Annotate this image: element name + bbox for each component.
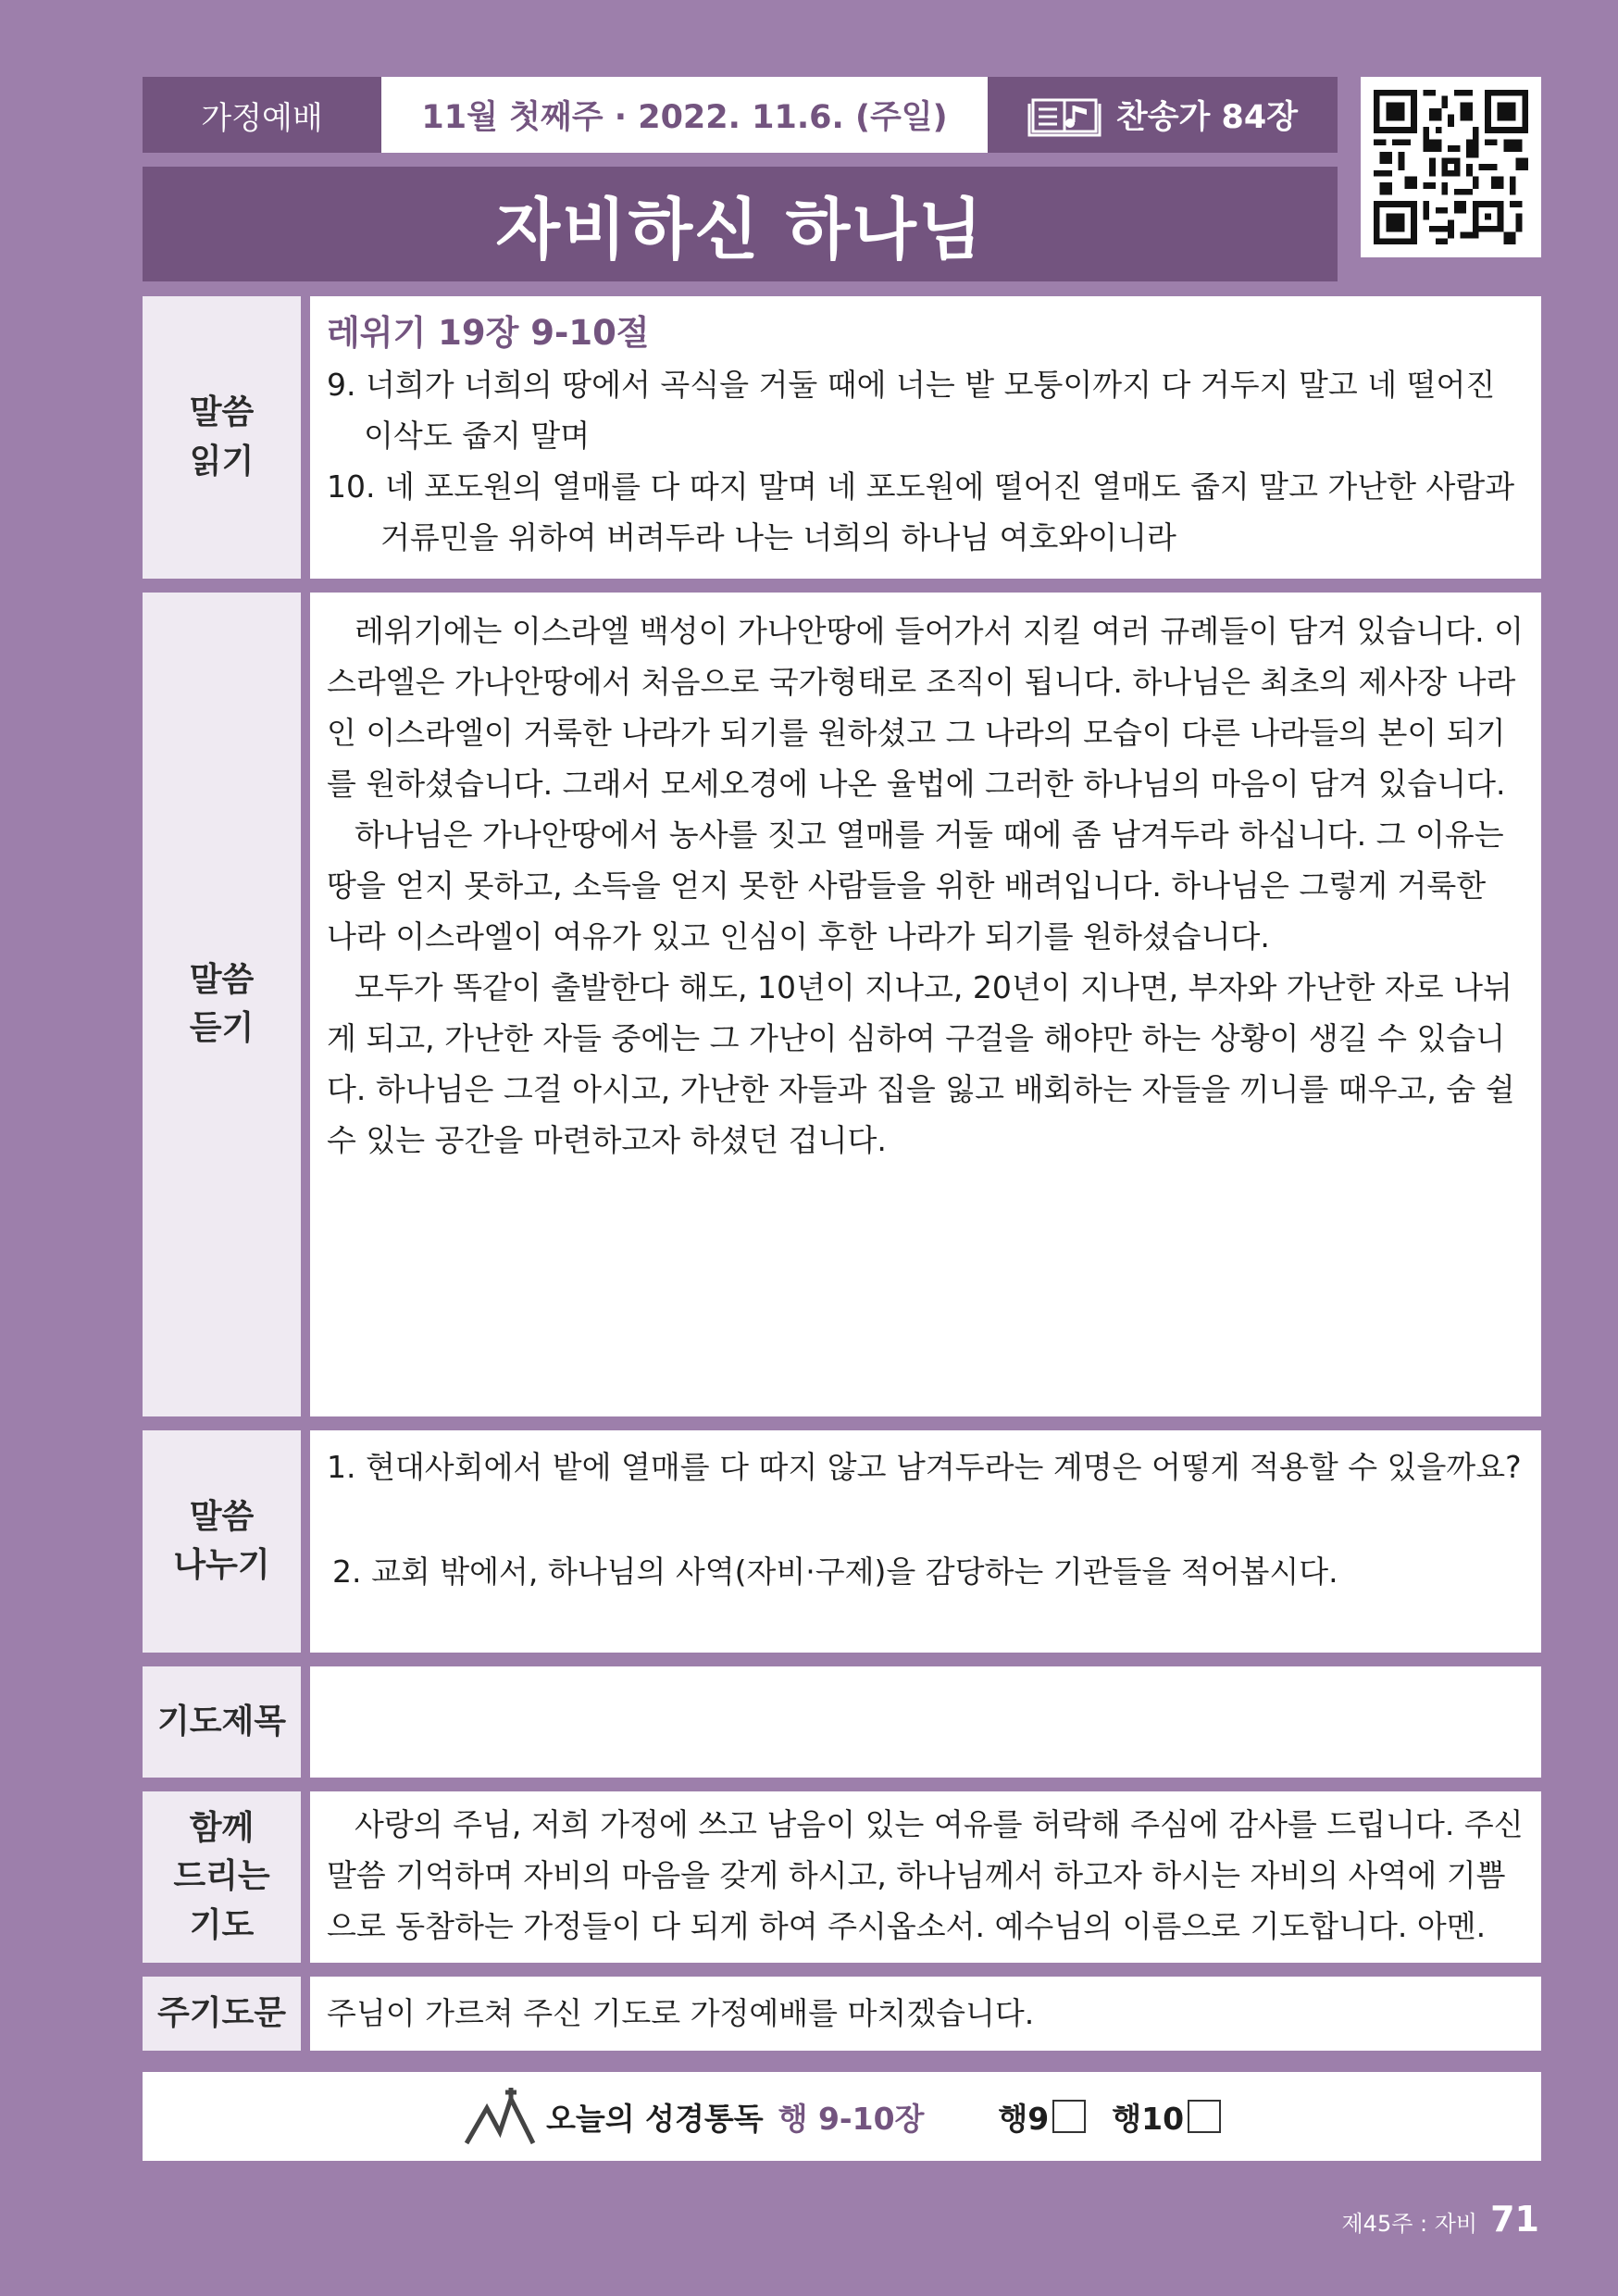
sharing-label bbox=[143, 1430, 301, 1653]
category-text: 가정예배 bbox=[201, 99, 323, 137]
discussion-question-1: 1. 현대사회에서 밭에 열매를 다 따지 않고 남겨두라는 계명은 어떻게 적용할 수 있을까요? bbox=[327, 1449, 1522, 1485]
hymn-banner bbox=[988, 77, 1338, 153]
checkbox-group bbox=[998, 2095, 1221, 2139]
page-title-text: 자비하신 하나님 bbox=[495, 191, 985, 268]
page-number: 71 bbox=[1490, 2199, 1539, 2240]
lords-prayer-label bbox=[143, 1977, 301, 2051]
prayer-label bbox=[143, 1791, 301, 1963]
footer-week: 제45주 : 자비 bbox=[1341, 2211, 1478, 2237]
sharing-label-line-2: 나누기 bbox=[173, 1546, 270, 1584]
sharing-box bbox=[310, 1430, 1541, 1653]
prayer-label-line-1: 함께 bbox=[189, 1809, 255, 1848]
sermon-paragraph-1: 레위기에는 이스라엘 백성이 가나안땅에 들어가서 지킬 여러 규례들이 담겨 있습니다. 이스라엘은 가나안땅에서 처음으로 국가형태로 조직이 됩니다. 하나님은 최초의 제사장 나라인 이스라엘이 거룩한 나라가 되기를 원하셨고 그 나라의 모습이 다른 나라들의 본이 되기를 원하셨습니다. 그래서 모세오경에 나온 율법에 그러한 하나님의 마음이 담겨 있습니다. bbox=[327, 613, 1524, 802]
bible-reading-label: 오늘의 성경통독 bbox=[545, 2100, 764, 2137]
listening-label-line-2: 듣기 bbox=[189, 1009, 255, 1047]
hymnal-icon bbox=[1027, 93, 1101, 137]
hymn-text: 찬송가 84장 bbox=[1115, 99, 1299, 136]
prayer-topic-label bbox=[143, 1666, 301, 1778]
lords-prayer-label-text: 주기도문 bbox=[156, 1993, 287, 2032]
prayer-label-line-3: 기도 bbox=[189, 1905, 255, 1944]
bible-reading-bar bbox=[143, 2072, 1541, 2161]
checkbox-1[interactable] bbox=[1052, 2100, 1086, 2133]
verse-9: 9. 너희가 너희의 땅에서 곡식을 거둘 때에 너는 밭 모퉁이까지 다 거두지 말고 네 떨어진 이삭도 줍지 말며 bbox=[327, 367, 1496, 454]
prayer-label-line-2: 드리는 bbox=[173, 1857, 270, 1896]
mountain-cross-icon bbox=[463, 2086, 537, 2147]
listening-box bbox=[310, 593, 1541, 1416]
prayer-topic-label-text: 기도제목 bbox=[156, 1702, 287, 1741]
reading-box bbox=[310, 296, 1541, 579]
lords-prayer-box bbox=[310, 1977, 1541, 2051]
date-text: 11월 첫째주 · 2022. 11.6. (주일) bbox=[421, 99, 948, 136]
verse-10: 10. 네 포도원의 열매를 다 따지 말며 네 포도원에 떨어진 열매도 줍지 말고 가난한 사람과 거류민을 위하여 버려두라 나는 너희의 하나님 여호와이니라 bbox=[327, 468, 1515, 555]
page-footer bbox=[1341, 2199, 1539, 2240]
reading-label-line-2: 읽기 bbox=[189, 442, 255, 480]
lords-prayer-text: 주님이 가르쳐 주신 기도로 가정예배를 마치겠습니다. bbox=[327, 1995, 1035, 2031]
bible-reading-range: 행 9-10장 bbox=[778, 2100, 925, 2137]
checkbox-label-2: 행10 bbox=[1112, 2100, 1185, 2137]
listening-label bbox=[143, 593, 301, 1416]
reading-label-line-1: 말씀 bbox=[189, 393, 255, 432]
checkbox-label-1: 행9 bbox=[998, 2100, 1050, 2137]
prayer-text: 사랑의 주님, 저희 가정에 쓰고 남음이 있는 여유를 허락해 주심에 감사를 드립니다. 주신 말씀 기억하며 자비의 마음을 갖게 하시고, 하나님께서 하고자 하시는 자비의 사역에 기쁨으로 동참하는 가정들이 다 되게 하여 주시옵소서. 예수님의 이름으로 기도합니다. 아멘. bbox=[327, 1806, 1524, 1944]
sharing-label-line-1: 말씀 bbox=[189, 1497, 255, 1536]
discussion-question-2: 2. 교회 밖에서, 하나님의 사역(자비·구제)을 감당하는 기관들을 적어봅시다. bbox=[332, 1554, 1338, 1590]
reading-label bbox=[143, 296, 301, 579]
scripture-reference: 레위기 19장 9-10절 bbox=[327, 313, 650, 353]
prayer-box bbox=[310, 1791, 1541, 1963]
qr-code[interactable] bbox=[1361, 77, 1541, 257]
date-banner bbox=[381, 77, 988, 153]
prayer-topic-input[interactable] bbox=[310, 1666, 1541, 1778]
listening-label-line-1: 말씀 bbox=[189, 960, 255, 999]
qr-code-icon bbox=[1374, 90, 1528, 244]
sermon-paragraph-3: 모두가 똑같이 출발한다 해도, 10년이 지나고, 20년이 지나면, 부자와 가난한 자로 나뉘게 되고, 가난한 자들 중에는 그 가난이 심하여 구걸을 해야만 하는 상황이 생길 수 있습니다. 하나님은 그걸 아시고, 가난한 자들과 집을 잃고 배회하는 자들을 끼니를 때우고, 숨 쉴 수 있는 공간을 마련하고자 하셨던 겁니다. bbox=[327, 969, 1515, 1158]
category-tag bbox=[143, 77, 381, 153]
page-title bbox=[143, 167, 1338, 281]
sermon-paragraph-2: 하나님은 가나안땅에서 농사를 짓고 열매를 거둘 때에 좀 남겨두라 하십니다. 그 이유는 땅을 얻지 못하고, 소득을 얻지 못한 사람들을 위한 배려입니다. 하나님은 그렇게 거룩한 나라 이스라엘이 여유가 있고 인심이 후한 나라가 되기를 원하셨습니다. bbox=[327, 817, 1504, 955]
checkbox-2[interactable] bbox=[1188, 2100, 1221, 2133]
